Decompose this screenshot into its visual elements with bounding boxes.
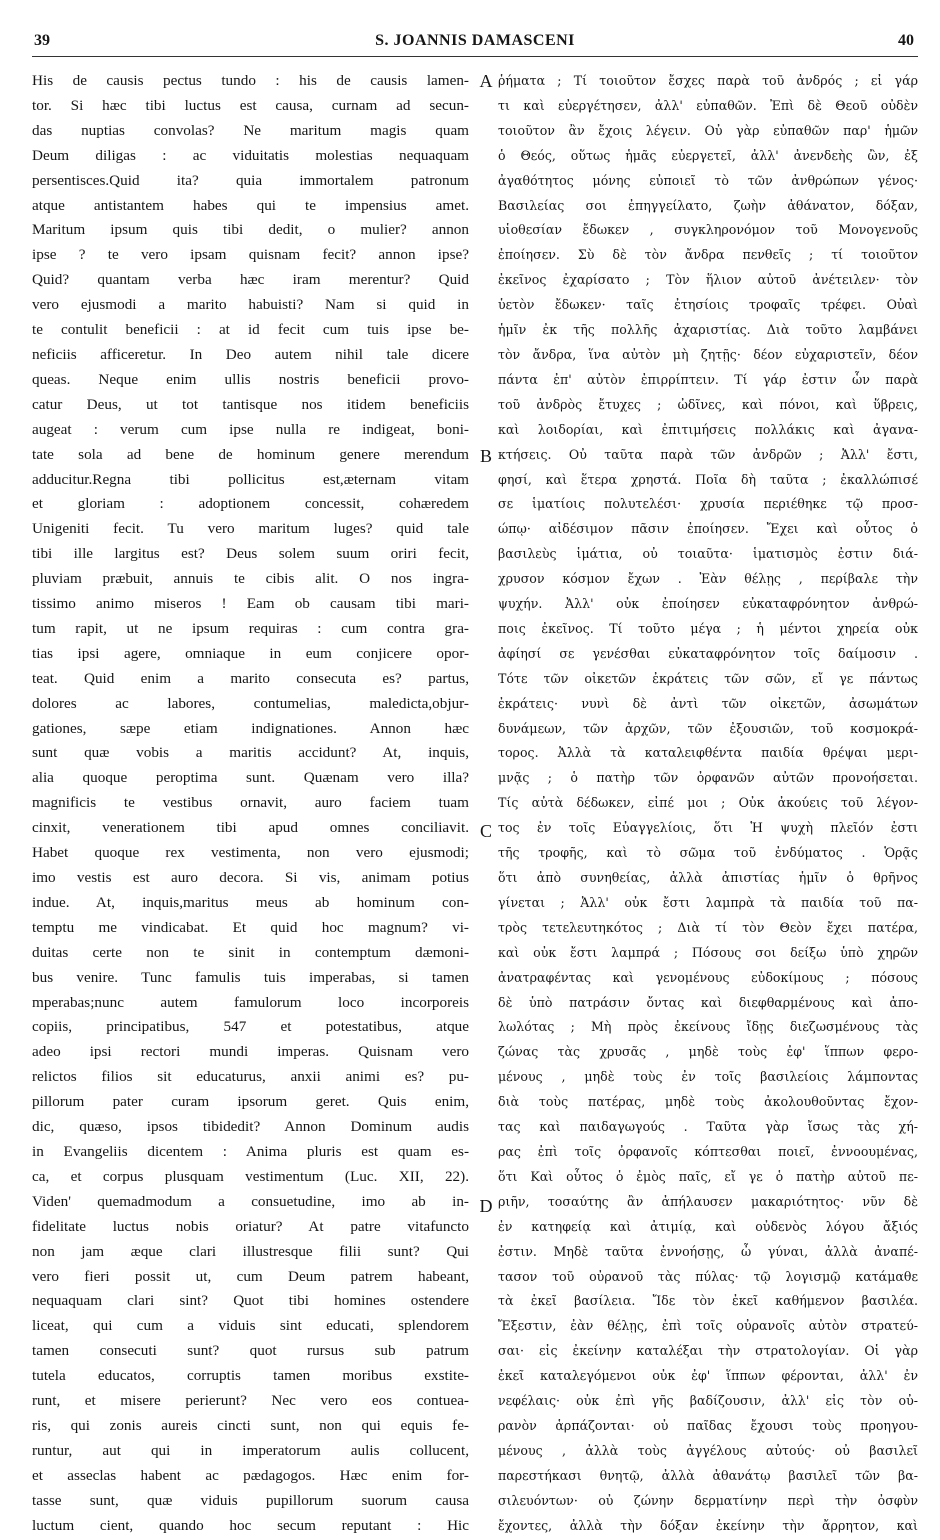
greek-text-line: ρας ἐπὶ τοῖς ὀρφανοῖς κόπτεσθαι ποιεῖ, ἐννοουμένας, [498,1143,918,1159]
latin-text-line: gationes, sæpe etiam indignationes. Annon hæc [32,719,469,737]
page-number-left: 39 [34,32,50,49]
greek-text-line: ὅτι ἀπὸ συνηθείας, ἀλλὰ ἀπιστίας ἡμῖν ὁ θρῆνος [498,870,918,885]
greek-text-line: παρεστήκασι θνητῷ, ἀλλὰ ἀθανάτῳ βασιλεῖ τῶν βα- [498,1467,918,1483]
greek-text-line: μένους , μηδὲ τοὺς ἐν τοῖς βασιλείοις λάμποντας [498,1069,918,1085]
greek-text-line: τῆς τροφῆς, καὶ τὸ σῶμα τοῦ ἐνδύματος . Ὁρᾷς [498,845,918,861]
greek-text-line: τοῦ ἀνδρὸς ἔτυχες ; ὠδῖνες, καὶ πόνοι, καὶ ὕβρεις, [498,396,918,412]
latin-text-line: non jam æque clari illustresque filii sunt? Qui [32,1242,469,1260]
greek-text-line: ἐκράτεις· νυνὶ δὲ ἀντὶ τῶν οἰκετῶν, ἀσωμάτων [498,695,918,711]
greek-text-line: λωλότας ; Μὴ πρὸς ἐκείνους ἴδῃς διεζωσμένους τὰς [498,1019,918,1035]
latin-text-line: dolores ac labores, contumelias, maledicta,objur- [32,694,469,712]
greek-text-line: τρὸς τετελευτηκότος ; Διὰ τί τὸν Θεὸν ἔχει πατέρα, [498,919,918,935]
latin-text-line: tamen consecuti sunt? quot rursus sub patrum [32,1342,469,1360]
greek-text-line: φησί, καὶ ἕτερα χρηστά. Ποῖα δὴ ταῦτα ; ἐκαλλώπισέ [498,471,918,487]
greek-text-line: σιλευόντων· οὐ ζώνην δερματίνην περὶ τὴν ὀσφὺν [498,1492,918,1508]
greek-text-line: μένους , ἀλλὰ τοὺς ἀγγέλους αὐτούς· οὐ βασιλεῖ [498,1442,918,1458]
latin-text-line: vero ejusmodi a marito habuisti? Nam si quid in [32,296,469,314]
latin-text-line: tutela educatos, corruptis tamen moribus exstite- [32,1367,469,1385]
greek-text-line: ριῆν, τοσαύτης ἂν ἀπήλαυσεν μακαριότητος· νῦν δὲ [498,1193,918,1209]
greek-text-line: σε ἱματίοις πολυτελέσι· χρυσία περιέθηκε τῷ προσ- [498,496,918,512]
greek-text-line: καὶ λοιδορίαι, καὶ ἐπιτιμήσεις πολλάκις καὶ ἀγανα- [498,421,918,437]
latin-text-line: imo vestis est auro decora. Si vis, animam potius [32,869,469,886]
greek-text-line: δυνάμεων, τῶν ἀρχῶν, τῶν ἐξουσιῶν, τοῦ κοσμοκρά- [498,720,918,736]
latin-text-line: runtur, aut qui in imperatorum aulis collucent, [32,1441,469,1459]
latin-column [32,69,469,1538]
latin-text-line: in Evangeliis dicentem : Anima pluris est quam es- [32,1142,469,1160]
latin-text-line: neficiis afficeretur. In Deo autem nihil tale dicere [32,345,469,363]
latin-text-line: tissimo animo miseros ! Eam ob causam tibi mari- [32,595,469,613]
margin-marker-d: D [479,1196,493,1216]
greek-text-line: χρυσον κόσμον ἔχων . Ἐὰν θέλῃς , περίβαλε τὴν [498,571,918,587]
latin-text-line: adducitur.Regna tibi pollicitus est,æternam vitam [32,470,469,488]
latin-text-line: fidelitate luctus nobis oriatur? At patre vitafuncto [32,1217,469,1235]
greek-text-line: ἐκεῖ καταλεγόμενοι οὐκ ἐφ' ἵππων φέρονται, ἀλλ' ἐν [498,1368,918,1384]
latin-text-line: indue. At, inquis,maritus meus ab hominum con- [32,893,469,911]
latin-text-line: Deum diligas : ac viduitatis molestias nequaquam [32,146,469,164]
greek-text-line: ἀνατραφέντας καὶ γενομένους εὐδοκίμους ; πόσους [498,969,918,985]
running-title: S. JOANNIS DAMASCENI [375,32,575,49]
greek-text-line: ἐκεῖνος ἐχαρίσατο ; Τὸν ἥλιον αὐτοῦ ἀνέτειλεν· τὸν [498,272,918,288]
latin-text-line: das nuptias convolas? Ne maritum magis quam [32,121,469,139]
latin-text-line: catur Deus, ut tot tantisque nos itidem beneficiis [32,395,469,413]
latin-text-line: Quid? quantam verba hæc iram merentur? Quid [32,271,469,289]
latin-text-line: mperabas;nunc autem famulorum loco incorporeis [32,993,469,1011]
latin-text-line: dic, quæso, ipsos tibidedit? Annon Dominum audis [32,1118,469,1136]
greek-text-line: νεφέλαις· οὐκ ἐπὶ γῆς βαδίζουσιν, ἀλλ' εἰς τὸν οὐ- [498,1393,918,1409]
latin-text-line: vero fieri possit ut, cum Deum patrem habeant, [32,1267,469,1285]
greek-text-line: καὶ οὐκ ἔστι λαμπρά ; Πόσους σοι δείξω ὑπὸ χηρῶν [498,944,918,960]
latin-text-line: ris, qui zonis aureis cincti sunt, non qui equis fe- [32,1416,469,1434]
latin-text-line: persentisces.Quid ita? quia immortalem patronum [32,171,469,189]
greek-text-line: ἡμῖν ἐκ τῆς πολλῆς ἀχαριστίας. Διὰ τοῦτο λαμβάνει [498,322,918,338]
greek-text-line: σαι· εἰς ἐκείνην καταλέξαι τὴν στρατολογίαν. Οἱ γὰρ [498,1343,918,1359]
greek-text-line: ρανὸν ἁρπάζονται· οὐ παῖδας ἔχουσι τοὺς προηγου- [498,1417,918,1433]
latin-text-line: bus venire. Tunc famulis tuis imperabas, si tamen [32,968,469,986]
greek-text-line: γίνεται ; Ἀλλ' οὐκ ἔστι λαμπρὰ τὰ παιδία τοῦ πα- [498,894,918,910]
latin-text-line: duitas certe non te sinit in contemptum dæmoni- [32,943,469,961]
page-number-right: 40 [898,32,914,49]
latin-text-line: sunt quæ vobis a maritis accidunt? At, inquis, [32,744,469,762]
latin-text-line: tum rapit, ut ne ipsum requiras : cum contra gra- [32,619,469,637]
latin-text-line: et gloriam : adoptionem concessit, cohæredem [32,495,469,513]
latin-text-line: Habet quoque rex vestimenta, non vero ejusmodi; [32,844,469,862]
greek-text-line: τορος. Ἀλλὰ τὰ καταλειφθέντα παιδία θρέψαι μερι- [498,745,918,761]
greek-text-line: ῥήματα ; Τί τοιοῦτον ἔσχες παρὰ τοῦ ἀνδρός ; εἰ γάρ [498,73,918,88]
latin-text-line: tasse sunt, quæ viduis pupillorum suorum causa [32,1491,469,1509]
greek-text-line: τος ἐν τοῖς Εὐαγγελίοις, ὅτι Ἡ ψυχὴ πλεῖόν ἐστι [498,820,918,836]
latin-text-line: tias ipsi agere, omniaque in eum conjicere opor- [32,644,469,662]
text-columns [32,69,918,1534]
greek-text-line: ἀγαθότητος μόνης εὐποιεῖ τὸ τῶν ἀνθρώπων γένος· [498,172,918,188]
greek-text-line: τασον τοῦ οὐρανοῦ τὰς πύλας· τῷ λογισμῷ κατάμαθε [498,1268,918,1284]
greek-text-line: τι καὶ εὐεργέτησεν, ἀλλ' εὐπαθῶν. Ἐπὶ δὲ Θεοῦ οὐδὲν [498,97,918,113]
latin-text-line: tor. Si hæc tibi luctus est causa, curnam ad secun- [32,96,469,114]
latin-text-line: runt, et misere perierunt? Nec vero eos contuea- [32,1392,469,1410]
latin-text-line: magnificis te vestibus ornavit, auro faciem tuam [32,794,469,812]
greek-text-line: δὲ ὑπὸ πατράσιν ὄντας καὶ διεφθαρμένους καὶ ἀπο- [498,994,918,1010]
greek-text-line: βασιλεὺς ἱμάτια, οὐ τοιαῦτα· ἱματισμὸς ἐστιν διά- [498,546,918,562]
margin-marker-b: B [479,446,492,466]
greek-text-line: διὰ τοὺς πατέρας, μηδὲ τοὺς ἀκολουθοῦντας ἔχον- [498,1094,918,1110]
greek-text-line: υἱοθεσίαν ἔδωκεν , συγκληρονόμον τοῦ Μονογενοῦς [498,222,918,238]
latin-text-line: Unigeniti fecit. Tu vero maritum luges? quid tale [32,520,469,538]
greek-text-line: Ἔξεστιν, ἐὰν θέλῃς, ἐπὶ τοῖς οὐρανοῖς αὐτὸν στρατεύ- [498,1318,918,1334]
greek-text-line: μνᾷς ; ὁ πατὴρ τῶν ὀρφανῶν αὐτῶν προνοήσεται. [498,770,918,786]
latin-text-line: Maritum ipsum quis tibi dedit, o mulier? annon [32,221,469,239]
latin-text-line: relictos filios sit educaturus, anxii animi es? pu- [32,1068,469,1086]
greek-text-line: πάντα ἐπ' αὐτὸν ἐπιρρίπτειν. Τί γάρ ἐστιν ὧν παρὰ [498,371,918,387]
greek-text-line: ὁ Θεός, οὕτως ἡμᾶς εὐεργετεῖ, ἀλλ' ἀνενδεὴς ὢν, ἐξ [498,147,918,163]
greek-text-line: Τίς αὐτὰ δέδωκεν, εἰπέ μοι ; Οὐκ ἀκούεις τοῦ λέγον- [498,795,918,811]
latin-text-line: Viden' quemadmodum a consuetudine, imo ab in- [32,1192,469,1210]
latin-text-line: tate sola ad bene de hominum genere merendum [32,445,469,463]
greek-text-line: ἐν κατηφείᾳ καὶ ἀτιμίᾳ, καὶ οὐδενὸς λόγου ἄξιός [498,1218,918,1234]
greek-text-line: ἐποίησεν. Σὺ δὲ τὸν ἄνδρα πενθεῖς ; τί τοιοῦτον [498,247,918,263]
latin-text-line: cinxit, venerationem tibi apud omnes conciliavit. [32,819,469,837]
greek-text-line: ὑετὸν ἔδωκεν· ταῖς ἐτησίοις τροφαῖς τρέφει. Οὐαὶ [498,297,918,313]
margin-marker-a: A [479,71,493,91]
greek-text-line: ὅτι Καὶ οὗτος ὁ ἐμὸς παῖς, εἴ γε ὁ πατὴρ αὐτοῦ πε- [498,1168,918,1184]
latin-text-line: temptu me vindicabat. Et quid hoc magnum? vi- [32,918,469,936]
latin-text-line: nequaquam clari sint? Quot tibi homines ostendere [32,1292,469,1310]
latin-text-line: copiis, principatibus, 547 et potestatibus, atque [32,1018,469,1036]
greek-text-line: ἔχοντες, ἀλλὰ τὴν δόξαν ἐκείνην τὴν ἄρρητον, καὶ [498,1517,918,1533]
latin-text-line: augeat : verum cum ipse nulla re indigeat, boni- [32,420,469,438]
latin-text-line: queas. Neque enim ullis nostris beneficii provo- [32,370,469,388]
greek-text-line: τοιοῦτον ἂν ἔχοις λέγειν. Οὐ γὰρ εὐπαθῶν παρ' ἡμῶν [498,122,918,138]
greek-column [498,69,918,1538]
page-header [32,28,918,57]
latin-text-line: et asseclas habent ac pædagogos. Hæc enim for- [32,1466,469,1484]
latin-text-line: ca, et corpus plusquam vestimentum (Luc. XII, 22). [32,1167,469,1185]
latin-text-line: atque antistantem habes qui te impensius amet. [32,196,469,214]
greek-text-line: κτήσεις. Οὐ ταῦτα παρὰ τῶν ἀνδρῶν ; Ἀλλ' ἔστι, [498,446,918,462]
greek-text-line: ἀφίησί σε γενέσθαι εὐκαταφρόνητον τοῖς δαίμοσιν . [498,645,918,661]
latin-text-line: teat. Quid enim a marito consecuta es? partus, [32,669,469,687]
greek-text-line: τὸν ἄνδρα, ἵνα αὐτὸν μὴ ζητῇς· δέον εὐχαριστεῖν, δέον [498,346,918,362]
greek-text-line: τὰ ἐκεῖ βασίλεια. Ἴδε τὸν ἐκεῖ καθήμενον βασιλέα. [498,1293,918,1309]
greek-text-line: τας καὶ παιδαγωγούς . Ταῦτα γὰρ ἴσως τὰς χή- [498,1119,918,1135]
margin-marker-c: C [479,821,492,841]
latin-text-line: te contulit beneficii : at id fecit cum tuis ipse be- [32,321,469,339]
latin-text-line: pluviam præbuit, annuis te cibis alit. O nos ingra- [32,570,469,588]
greek-text-line: ἐστιν. Μηδὲ ταῦτα ἐννοήσῃς, ὦ γύναι, ἀλλὰ ἀναπέ- [498,1243,918,1259]
greek-text-line: ποις ἐκεῖνος. Τί τοῦτο μέγα ; ἡ μέντοι χηρεία οὐκ [498,620,918,636]
latin-text-line: liceat, qui cum a viduis sint educati, splendorem [32,1317,469,1335]
greek-text-line: ψυχήν. Ἀλλ' οὐκ ἐποίησεν εὐκαταφρόνητον ἀνθρώ- [498,596,918,612]
greek-text-line: ώπῳ· αἰδέσιμον πᾶσιν ἐποίησεν. Ἔχει καὶ οὗτος ὁ [498,521,918,537]
greek-text-line: Τότε τῶν οἰκετῶν ἐκράτεις τῶν σῶν, εἴ γε πάντως [498,670,918,686]
latin-text-line: luctum cient, quando hoc secum reputant : Hic [32,1516,469,1534]
latin-text-line: pillorum pater curam ipsorum geret. Quis enim, [32,1093,469,1111]
latin-text-line: His de causis pectus tundo : his de causis lamen- [32,72,469,89]
latin-text-line: tibi ille largitus est? Deus solem suum oriri fecit, [32,545,469,563]
latin-text-line: adeo ipsi rectori mundi imperas. Quisnam vero [32,1043,469,1061]
greek-text-line: ζώνας τὰς χρυσᾶς , μηδὲ τοὺς ἐφ' ἵππων φερο- [498,1044,918,1060]
latin-text-line: ipse ? te vero ipsam quisnam fecit? annon ipse? [32,246,469,264]
latin-text-line: alia quoque peroptima sunt. Quænam vero illa? [32,769,469,787]
greek-text-line: Βασιλείας σοι ἐπηγγείλατο, ζωὴν ἀθάνατον, δόξαν, [498,197,918,213]
